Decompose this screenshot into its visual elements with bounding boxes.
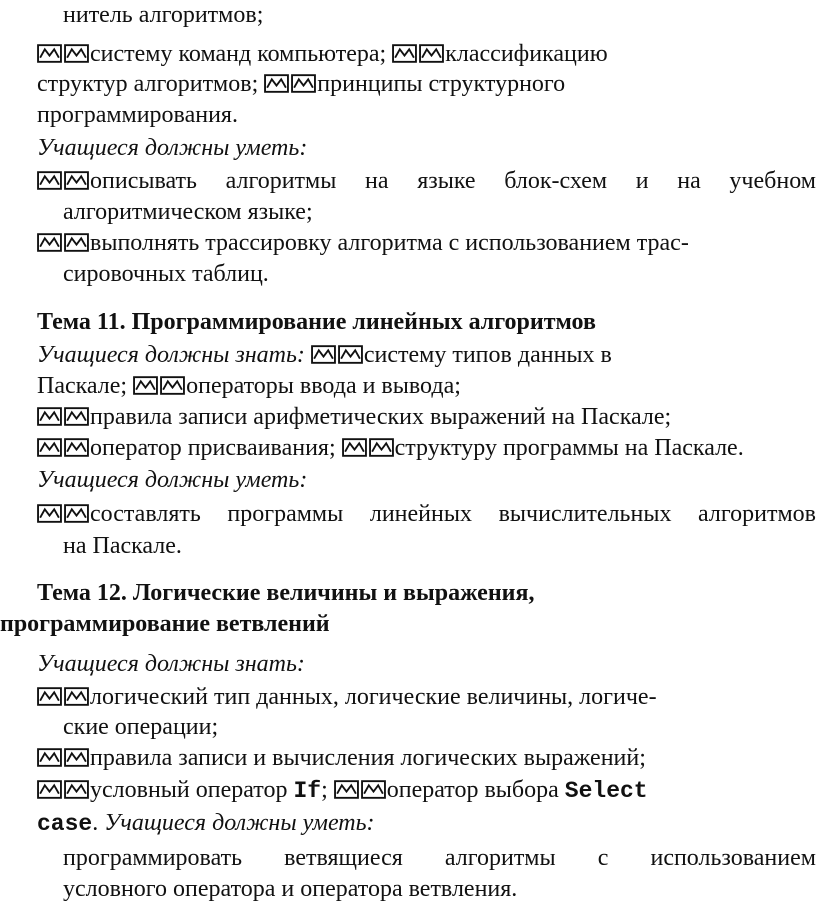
bullet-icon [37, 41, 89, 71]
list-item: логический тип данных, логические величины, логиче- [37, 682, 657, 712]
bullet-icon [37, 777, 89, 807]
bullet-icon [311, 342, 363, 372]
section-label: Учащиеся должны уметь: [37, 135, 308, 161]
bullet-icon [392, 41, 444, 71]
list-item-continuation: алгоритмическом языке; [63, 199, 313, 225]
bullet-icon [133, 373, 185, 403]
bullet-icon [342, 435, 394, 465]
section-label: Учащиеся должны уметь: [37, 467, 308, 493]
bullet-icon [37, 435, 89, 465]
list-item: программировать ветвящиеся алгоритмы с использованием [63, 845, 816, 871]
paragraph-line: программирования. [37, 102, 238, 128]
list-item: правила записи и вычисления логических выражений; [37, 743, 646, 773]
list-item-continuation: условного оператора и оператора ветвления. [63, 876, 518, 902]
bullet-icon [264, 71, 316, 101]
list-item: систему команд компьютера; классификацию [37, 39, 608, 69]
list-item: условный оператор If; оператор выбора Select [37, 775, 648, 805]
list-item: составлять программы линейных вычислительных алгоритмов [37, 499, 816, 529]
section-label: Учащиеся должны знать: [37, 651, 305, 677]
bullet-icon [37, 745, 89, 775]
list-item: Паскале; операторы ввода и вывода; [37, 371, 461, 401]
list-item: выполнять трассировку алгоритма с использованием трас- [37, 228, 689, 258]
paragraph-line: case. Учащиеся должны уметь: [37, 810, 375, 837]
list-item-continuation: на Паскале. [63, 533, 182, 559]
list-item: правила записи арифметических выражений на Паскале; [37, 402, 671, 432]
list-item-continuation: сировочных таблиц. [63, 261, 269, 287]
list-item: структур алгоритмов; принципы структурного [37, 69, 565, 99]
section-heading-continuation: программирование ветвлений [0, 611, 330, 637]
list-item: Учащиеся должны знать: систему типов данных в [37, 340, 612, 370]
section-heading: Тема 12. Логические величины и выражения, [37, 580, 535, 606]
bullet-icon [37, 168, 89, 198]
bullet-icon [37, 404, 89, 434]
list-item: описывать алгоритмы на языке блок-схем и на учебном [37, 166, 816, 196]
continuation-line: нитель алгоритмов; [63, 2, 264, 28]
list-item-continuation: ские операции; [63, 714, 219, 740]
section-heading: Тема 11. Программирование линейных алгоритмов [37, 309, 596, 335]
bullet-icon [37, 684, 89, 714]
bullet-icon [334, 777, 386, 807]
list-item: оператор присваивания; структуру программы на Паскале. [37, 433, 744, 463]
bullet-icon [37, 230, 89, 260]
bullet-icon [37, 501, 89, 531]
